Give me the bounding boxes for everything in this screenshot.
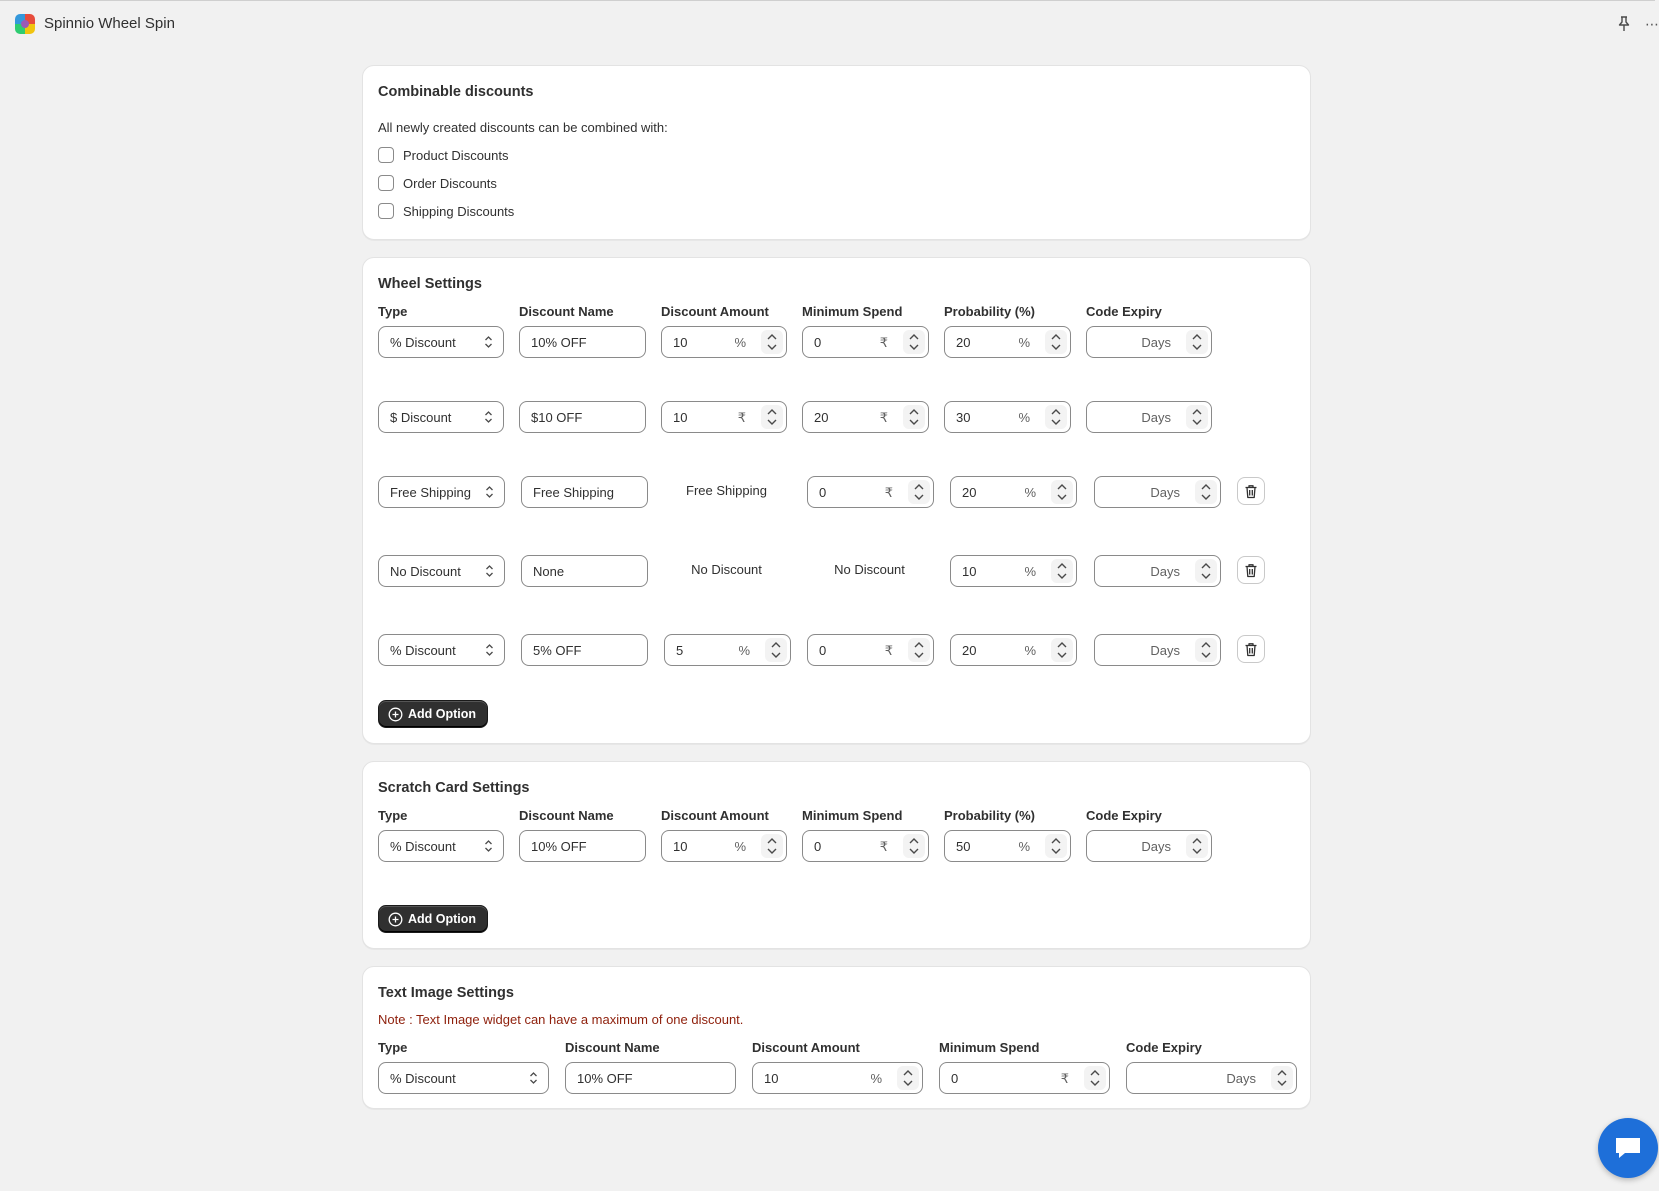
min-spend-static-text: No Discount	[834, 561, 905, 577]
type-select[interactable]	[378, 830, 504, 862]
stepper-arrows-icon	[913, 640, 925, 660]
stepper-arrows-icon	[902, 1068, 914, 1088]
type-select-value: Free Shipping	[390, 484, 471, 500]
header-type: Type	[378, 808, 408, 823]
select-chevron-icon	[485, 643, 494, 657]
stepper-arrows-icon	[766, 407, 778, 427]
percent-suffix: %	[734, 839, 746, 854]
probability-input[interactable]	[950, 634, 1077, 666]
currency-suffix: ₹	[879, 410, 888, 425]
add-option-label: Add Option	[408, 912, 477, 926]
scratch-card-title: Scratch Card Settings	[378, 780, 530, 796]
expiry-stepper[interactable]	[1195, 480, 1217, 504]
type-select[interactable]	[378, 555, 505, 587]
probability-stepper[interactable]	[1051, 638, 1073, 662]
trash-icon	[1244, 484, 1258, 499]
checkbox-label: Shipping Discounts	[403, 203, 515, 219]
currency-suffix: ₹	[1060, 1071, 1069, 1086]
stepper-arrows-icon	[1056, 482, 1068, 502]
type-select-value: % Discount	[390, 334, 456, 350]
header-actions	[1613, 13, 1659, 35]
minimum-spend-input[interactable]	[939, 1062, 1110, 1094]
type-select-value: % Discount	[390, 642, 456, 658]
header-discount-amount: Discount Amount	[661, 808, 769, 823]
discount-amount-input[interactable]	[661, 830, 787, 862]
stepper-arrows-icon	[913, 482, 925, 502]
days-suffix: Days	[1150, 564, 1180, 579]
discount-amount-input[interactable]	[661, 326, 787, 358]
type-select[interactable]	[378, 401, 504, 433]
probability-input[interactable]	[950, 476, 1077, 508]
days-suffix: Days	[1141, 410, 1171, 425]
header-probability: Probability (%)	[944, 808, 1036, 823]
shipping-discounts-option[interactable]	[378, 203, 514, 219]
days-suffix: Days	[1150, 643, 1180, 658]
more-icon[interactable]: ⋯	[1645, 15, 1659, 32]
app-logo	[15, 14, 35, 34]
add-option-label: Add Option	[408, 707, 477, 721]
type-select[interactable]	[378, 1062, 549, 1094]
code-expiry-input[interactable]	[1094, 476, 1221, 508]
header-discount-name: Discount Name	[565, 1040, 660, 1055]
discount-amount-value: 5	[676, 642, 684, 658]
minimum-spend-value: 0	[951, 1070, 959, 1086]
select-chevron-icon	[484, 335, 493, 349]
header-discount-name: Discount Name	[519, 808, 614, 823]
currency-suffix: ₹	[737, 410, 746, 425]
plus-circle-icon	[388, 912, 403, 927]
min-spend-stepper[interactable]	[903, 330, 925, 354]
probability-input[interactable]	[944, 401, 1071, 433]
header-minimum-spend: Minimum Spend	[802, 808, 903, 823]
select-chevron-icon	[484, 839, 493, 853]
text-image-note: Note : Text Image widget can have a maximum of one discount.	[378, 1012, 744, 1027]
pin-icon[interactable]	[1613, 13, 1635, 35]
select-chevron-icon	[529, 1071, 538, 1085]
header-type: Type	[378, 304, 408, 319]
app-title: Spinnio Wheel Spin	[44, 15, 175, 32]
header-code-expiry: Code Expiry	[1086, 304, 1162, 319]
currency-suffix: ₹	[879, 839, 888, 854]
minimum-spend-value: 0	[814, 334, 822, 350]
header-minimum-spend: Minimum Spend	[802, 304, 903, 319]
select-chevron-icon	[485, 564, 494, 578]
code-expiry-input[interactable]	[1126, 1062, 1297, 1094]
code-expiry-input[interactable]	[1094, 634, 1221, 666]
code-expiry-input[interactable]	[1094, 555, 1221, 587]
discount-name-input[interactable]	[521, 555, 648, 587]
stepper-arrows-icon	[766, 332, 778, 352]
expiry-stepper[interactable]	[1195, 559, 1217, 583]
code-expiry-input[interactable]	[1086, 326, 1212, 358]
amount-stepper[interactable]	[761, 834, 783, 858]
percent-suffix: %	[738, 643, 750, 658]
percent-suffix: %	[870, 1071, 882, 1086]
text-image-settings-card	[362, 966, 1311, 1109]
min-spend-stepper[interactable]	[903, 834, 925, 858]
discount-amount-value: 10	[673, 838, 688, 854]
amount-stepper[interactable]	[765, 638, 787, 662]
order-discounts-checkbox[interactable]	[378, 175, 394, 191]
days-suffix: Days	[1141, 839, 1171, 854]
stepper-arrows-icon	[908, 332, 920, 352]
type-select-value: $ Discount	[390, 409, 452, 425]
stepper-arrows-icon	[1056, 640, 1068, 660]
header-code-expiry: Code Expiry	[1086, 808, 1162, 823]
wheel-settings-card	[362, 257, 1311, 744]
stepper-arrows-icon	[1089, 1068, 1101, 1088]
shipping-discounts-checkbox[interactable]	[378, 203, 394, 219]
amount-stepper[interactable]	[761, 330, 783, 354]
percent-suffix: %	[1018, 839, 1030, 854]
discount-amount-value: 10	[673, 334, 688, 350]
currency-suffix: ₹	[879, 335, 888, 350]
probability-stepper[interactable]	[1045, 834, 1067, 858]
chat-icon	[1613, 1135, 1643, 1161]
min-spend-stepper[interactable]	[903, 405, 925, 429]
days-suffix: Days	[1141, 335, 1171, 350]
amount-static-text: No Discount	[691, 561, 762, 577]
stepper-arrows-icon	[770, 640, 782, 660]
stepper-arrows-icon	[766, 836, 778, 856]
probability-value: 20	[962, 484, 977, 500]
probability-stepper[interactable]	[1045, 330, 1067, 354]
amount-stepper[interactable]	[897, 1066, 919, 1090]
combinable-discounts-card	[362, 65, 1311, 240]
minimum-spend-input[interactable]	[802, 830, 929, 862]
header-type: Type	[378, 1040, 408, 1055]
minimum-spend-value: 20	[814, 409, 829, 425]
expiry-stepper[interactable]	[1186, 405, 1208, 429]
expiry-stepper[interactable]	[1271, 1066, 1293, 1090]
stepper-arrows-icon	[1050, 836, 1062, 856]
min-spend-stepper[interactable]	[1084, 1066, 1106, 1090]
checkbox-label: Product Discounts	[403, 147, 509, 163]
expiry-stepper[interactable]	[1186, 834, 1208, 858]
stepper-arrows-icon	[1200, 640, 1212, 660]
discount-name-input[interactable]	[521, 476, 648, 508]
probability-value: 10	[962, 563, 977, 579]
type-select-value: No Discount	[390, 563, 461, 579]
discount-name-input[interactable]	[521, 634, 648, 666]
amount-stepper[interactable]	[761, 405, 783, 429]
stepper-arrows-icon	[908, 407, 920, 427]
discount-amount-value: 10	[764, 1070, 779, 1086]
stepper-arrows-icon	[1200, 482, 1212, 502]
probability-value: 20	[956, 334, 971, 350]
stepper-arrows-icon	[1191, 332, 1203, 352]
code-expiry-input[interactable]	[1086, 830, 1212, 862]
product-discounts-checkbox[interactable]	[378, 147, 394, 163]
type-select[interactable]	[378, 634, 505, 666]
percent-suffix: %	[1024, 564, 1036, 579]
percent-suffix: %	[1018, 335, 1030, 350]
combinable-title: Combinable discounts	[378, 84, 534, 100]
minimum-spend-value: 0	[819, 484, 827, 500]
type-select[interactable]	[378, 476, 505, 508]
chat-widget-button[interactable]	[1598, 1118, 1658, 1178]
discount-name-value: 10% OFF	[577, 1070, 633, 1086]
header-probability: Probability (%)	[944, 304, 1036, 319]
header-discount-amount: Discount Amount	[752, 1040, 860, 1055]
percent-suffix: %	[1024, 643, 1036, 658]
minimum-spend-input[interactable]	[802, 401, 929, 433]
add-option-button[interactable]	[378, 905, 488, 933]
currency-suffix: ₹	[884, 485, 893, 500]
probability-input[interactable]	[944, 830, 1071, 862]
stepper-arrows-icon	[1200, 561, 1212, 581]
discount-amount-input[interactable]	[664, 634, 791, 666]
order-discounts-option[interactable]	[378, 175, 497, 191]
type-select-value: % Discount	[390, 838, 456, 854]
minimum-spend-input[interactable]	[807, 634, 934, 666]
text-image-title: Text Image Settings	[378, 985, 514, 1001]
minimum-spend-value: 0	[814, 838, 822, 854]
probability-stepper[interactable]	[1051, 559, 1073, 583]
minimum-spend-input[interactable]	[802, 326, 929, 358]
discount-amount-input[interactable]	[752, 1062, 923, 1094]
discount-name-input[interactable]	[519, 830, 646, 862]
delete-option-button[interactable]	[1237, 477, 1265, 505]
stepper-arrows-icon	[1056, 561, 1068, 581]
add-option-button[interactable]	[378, 700, 488, 728]
trash-icon	[1244, 563, 1258, 578]
discount-name-value: 10% OFF	[531, 838, 587, 854]
probability-value: 20	[962, 642, 977, 658]
amount-unit-suffix: %	[734, 335, 746, 350]
percent-suffix: %	[1024, 485, 1036, 500]
type-select-value: % Discount	[390, 1070, 456, 1086]
combinable-description: All newly created discounts can be combined with:	[378, 120, 668, 135]
discount-amount-input[interactable]	[661, 401, 787, 433]
checkbox-label: Order Discounts	[403, 175, 497, 191]
stepper-arrows-icon	[1276, 1068, 1288, 1088]
app-header	[0, 0, 1659, 46]
discount-name-input[interactable]	[519, 401, 646, 433]
header-code-expiry: Code Expiry	[1126, 1040, 1202, 1055]
scratch-card-settings-card	[362, 761, 1311, 949]
header-discount-amount: Discount Amount	[661, 304, 769, 319]
discount-amount-value: 10	[673, 409, 688, 425]
discount-name-input[interactable]	[565, 1062, 736, 1094]
discount-name-value: None	[533, 563, 565, 579]
product-discounts-option[interactable]	[378, 147, 509, 163]
probability-value: 50	[956, 838, 971, 854]
code-expiry-input[interactable]	[1086, 401, 1212, 433]
header-discount-name: Discount Name	[519, 304, 614, 319]
header-minimum-spend: Minimum Spend	[939, 1040, 1040, 1055]
select-chevron-icon	[485, 485, 494, 499]
percent-suffix: %	[1018, 410, 1030, 425]
expiry-stepper[interactable]	[1186, 330, 1208, 354]
stepper-arrows-icon	[908, 836, 920, 856]
min-spend-stepper[interactable]	[908, 480, 930, 504]
delete-option-button[interactable]	[1237, 556, 1265, 584]
discount-name-value: $10 OFF	[531, 409, 583, 425]
probability-stepper[interactable]	[1045, 405, 1067, 429]
amount-static-text: Free Shipping	[686, 482, 767, 498]
expiry-stepper[interactable]	[1195, 638, 1217, 662]
discount-name-value: 5% OFF	[533, 642, 582, 658]
discount-name-value: 10% OFF	[531, 334, 587, 350]
days-suffix: Days	[1150, 485, 1180, 500]
discount-name-input[interactable]	[519, 326, 646, 358]
stepper-arrows-icon	[1050, 332, 1062, 352]
delete-option-button[interactable]	[1237, 635, 1265, 663]
probability-value: 30	[956, 409, 971, 425]
probability-stepper[interactable]	[1051, 480, 1073, 504]
probability-input[interactable]	[944, 326, 1071, 358]
type-select[interactable]	[378, 326, 504, 358]
stepper-arrows-icon	[1191, 407, 1203, 427]
stepper-arrows-icon	[1191, 836, 1203, 856]
min-spend-stepper[interactable]	[908, 638, 930, 662]
stepper-arrows-icon	[1050, 407, 1062, 427]
wheel-settings-title: Wheel Settings	[378, 276, 482, 292]
trash-icon	[1244, 642, 1258, 657]
discount-name-value: Free Shipping	[533, 484, 614, 500]
days-suffix: Days	[1226, 1071, 1256, 1086]
plus-circle-icon	[388, 707, 403, 722]
minimum-spend-value: 0	[819, 642, 827, 658]
minimum-spend-input[interactable]	[807, 476, 934, 508]
probability-input[interactable]	[950, 555, 1077, 587]
select-chevron-icon	[484, 410, 493, 424]
currency-suffix: ₹	[884, 643, 893, 658]
